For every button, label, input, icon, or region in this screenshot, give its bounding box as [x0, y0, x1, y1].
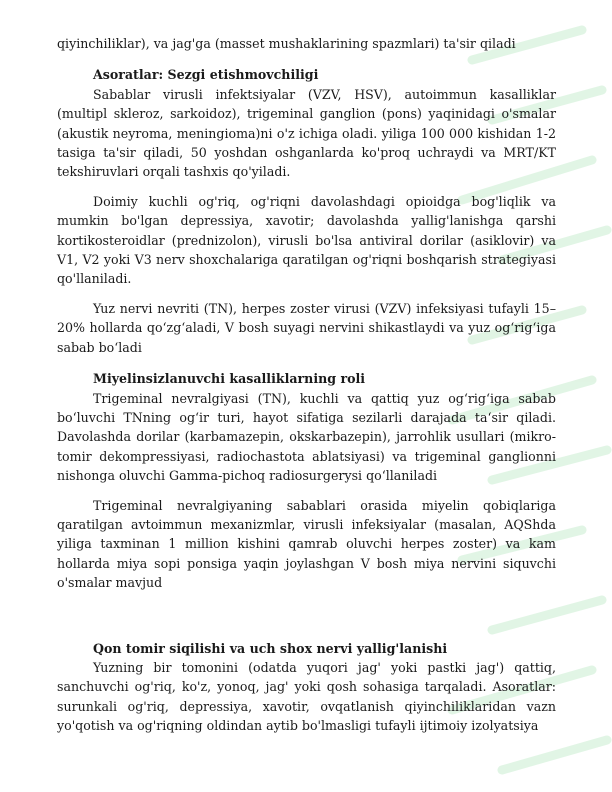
paragraph-symptoms: Yuzning bir tomonini (odatda yuqori jag' yoki pastki jag') qattiq, sanchuvchi og'riq, ko'z, yonoq, jag' yoki qosh sohasiga tarqaladi. Asoratlar: surunkali og'riq, depressiya, xavotir, ovqatlanish qiyinchiliklaridan vazn yo'qotish va og'riqning oldindan aytib bo'lmasligi tufayli ijtimoiy izolyatsiya — [57, 659, 556, 734]
paragraph-treatment: Doimiy kuchli og'riq, og'riqni davolashdagi opioidga bog'liqlik va mumkin bo'lgan depressiya, xavotir; davolashda yallig'lanishga qarshi kortikosteroidlar (prednizolon), virusli bo'lsa antiviral dorilar (asiklovir) va V1, V2 yoki V3 nerv shoxchalariga qaratilgan og'riqni boshqarish strategiyasi qo'llaniladi. — [57, 193, 556, 287]
paragraph-trigeminal-neuralgia: Trigeminal nevralgiyasi (TN), kuchli va qattiq yuz og‘rig‘iga sabab bo‘luvchi TNning og‘ir turi, hayot sifatiga sezilarli darajada ta‘sir qiladi. Davolashda dorilar (karbamazepin, okskarbazepin), jarrohlik usullari (mikro-tomir dekompressiyasi, radiochastota ablatsiyasi) va trigeminal ganglionni nishonga oluvchi Gamma-pichoq radiosurgerysi qo‘llaniladi — [57, 390, 556, 484]
section-heading-demyelinating: Miyelinsizlanuvchi kasalliklarning roli — [93, 371, 366, 387]
paragraph-continuation: qiyinchiliklar), va jag'ga (masset mushaklarining spazmlari) ta'sir qiladi — [57, 36, 516, 51]
paragraph-causes-neuralgia: Trigeminal nevralgiyaning sabablari orasida miyelin qobiqlariga qaratilgan avtoimmun mexanizmlar, virusli infeksiyalar (masalan, AQShda yiliga taxminan 1 million kishini qamrab oluvchi herpes zoster) va kam hollarda miya sopi ponsiga yaqin joylashgan V bosh miya nervini siquvchi o'smalar mavjud — [57, 497, 556, 591]
paragraph-neuritis: Yuz nervi nevriti (TN), herpes zoster virusi (VZV) infeksiyasi tufayli 15–20% hollarda qo‘zg‘aladi, V bosh suyagi nervini shikastlaydi va yuz og‘rig‘iga sabab bo‘ladi — [57, 300, 556, 355]
paragraph-causes: Sabablar virusli infektsiyalar (VZV, HSV), autoimmun kasalliklar (multipl skleroz, sarkoidoz), trigeminal ganglion (pons) yaqinidagi o'smalar (akustik neyroma, meningioma)ni o'z ichiga oladi. yiliga 100 000 kishidan 1-2 tasiga ta'sir qiladi, 50 yoshdan oshganlarda ko'proq uchraydi va MRT/KT tekshiruvlari orqali tashxis qo'yiladi. — [57, 86, 556, 180]
section-heading-complications: Asoratlar: Sezgi etishmovchiligi — [93, 67, 319, 83]
section-heading-vascular: Qon tomir siqilishi va uch shox nervi yallig'lanishi — [93, 640, 448, 656]
